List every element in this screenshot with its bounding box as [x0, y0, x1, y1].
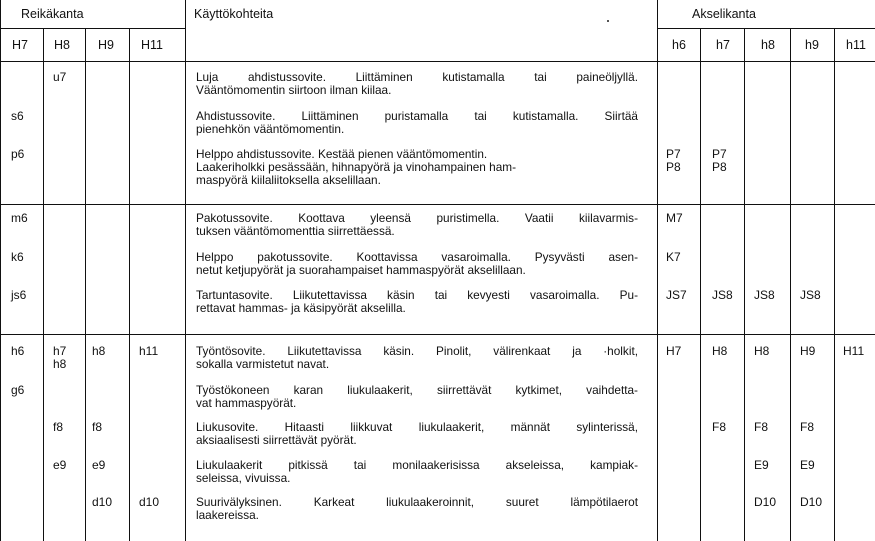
tolerance-code: P8 [712, 160, 727, 174]
tolerance-code: h8 [53, 357, 67, 371]
application-description [196, 110, 638, 136]
shaft-tolerance-cell [666, 289, 687, 302]
col-header-h7: h7 [716, 38, 730, 52]
description-line: pienehkön vääntömomentin. [196, 122, 345, 137]
tolerance-code: E9 [800, 458, 815, 472]
tolerance-code: H8 [754, 344, 770, 358]
description-line: Tartuntasovite. Liikutettavissa käsin tai kevyesti vasaroimalla. Pu- [196, 288, 638, 302]
description-line: aksiaalisesti siirrettävät pyörät. [196, 433, 357, 448]
tolerance-code: F8 [712, 420, 727, 434]
tolerance-code: d10 [139, 495, 160, 509]
tolerance-code: h8 [92, 344, 106, 358]
hole-tolerance-cell [139, 496, 159, 509]
tolerance-code: H7 [666, 344, 682, 358]
shaft-tolerance-cell [800, 496, 822, 509]
tolerance-code: D10 [800, 495, 823, 509]
shaft-tolerance-cell [754, 289, 775, 302]
divider [185, 0, 186, 541]
hole-tolerance-cell [53, 459, 66, 472]
tolerance-code: H8 [712, 344, 728, 358]
tolerance-code: e9 [92, 458, 106, 472]
applications-heading: Käyttökohteita [194, 7, 274, 21]
description-line: netut ketjupyörät ja suorahampaiset hammaspyörät akselillaan. [196, 263, 526, 278]
divider [0, 61, 875, 62]
description-line: Laakeriholkki pesässään, hihnapyörä ja vinohampainen ham- [196, 160, 517, 175]
hole-tolerance-cell [11, 212, 28, 225]
description-line: maspyörä kiilaliitoksella akselillaan. [196, 173, 381, 188]
hole-tolerance-cell [53, 71, 66, 84]
divider [700, 28, 701, 541]
divider [85, 28, 86, 541]
hole-tolerance-cell [11, 289, 26, 302]
shaft-tolerance-cell [666, 345, 681, 358]
tolerance-code: JS7 [666, 288, 687, 302]
col-header-H11: H11 [141, 38, 164, 52]
description-line: laakereissa. [196, 508, 259, 523]
tolerance-code: H11 [843, 344, 865, 358]
shaft-tolerance-cell [800, 459, 815, 472]
tolerance-code: f8 [92, 420, 103, 434]
shaft-tolerance-cell [843, 345, 864, 358]
application-description [196, 384, 638, 410]
shaft-basis-heading: Akselikanta [692, 7, 756, 21]
tolerance-code: h7 [53, 344, 67, 358]
tolerance-code: E9 [754, 458, 769, 472]
hole-tolerance-cell [53, 345, 66, 371]
hole-tolerance-cell [92, 459, 105, 472]
col-header-H8: H8 [54, 38, 70, 52]
col-header-H9: H9 [98, 38, 114, 52]
tolerance-code: M7 [666, 211, 683, 225]
description-line: Helppo pakotussovite. Koottavissa vasaroimalla. Pysyvästi asen- [196, 250, 638, 264]
tolerance-code: F8 [800, 420, 815, 434]
divider [43, 28, 44, 541]
tolerance-code: e9 [53, 458, 67, 472]
description-line: tuksen vääntömomenttia siirrettäessä. [196, 224, 395, 239]
tolerance-code: H9 [800, 344, 816, 358]
shaft-tolerance-cell [712, 289, 733, 302]
description-line: seleissa, vivuissa. [196, 471, 291, 486]
description-line: Luja ahdistussovite. Liittäminen kutistamalla tai paineöljyllä. [196, 70, 638, 84]
col-header-h6: h6 [672, 38, 686, 52]
hole-tolerance-cell [139, 345, 158, 358]
tolerance-code: g6 [11, 383, 25, 397]
application-description [196, 459, 638, 485]
hole-tolerance-cell [11, 148, 24, 161]
shaft-tolerance-cell [800, 345, 815, 358]
application-description [196, 71, 638, 97]
hole-tolerance-cell [92, 496, 112, 509]
tolerance-code: JS8 [754, 288, 775, 302]
description-line: rettavat hammas- ja käsipyörät akselilla. [196, 301, 406, 316]
scan-speck [607, 20, 609, 22]
divider [657, 28, 875, 29]
shaft-tolerance-cell [800, 289, 821, 302]
hole-tolerance-cell [92, 345, 105, 358]
tolerance-code: JS8 [712, 288, 733, 302]
tolerance-code: p6 [11, 147, 25, 161]
tolerance-code: s6 [11, 109, 24, 123]
shaft-tolerance-cell [666, 148, 681, 174]
description-line: Liukulaakerit pitkissä tai monilaakerisissa akseleissa, kampiak- [196, 458, 638, 472]
tolerance-code: D10 [754, 495, 777, 509]
description-line: Työntösovite. Liikutettavissa käsin. Pinolit, välirenkaat ja ·holkit, [196, 344, 638, 358]
hole-tolerance-cell [11, 251, 24, 264]
shaft-tolerance-cell [712, 421, 726, 434]
divider [129, 28, 130, 541]
divider [790, 28, 791, 541]
application-description [196, 148, 638, 188]
description-line: Ahdistussovite. Liittäminen puristamalla tai kutistamalla. Siirtää [196, 109, 638, 123]
description-line: Pakotussovite. Koottava yleensä puristimella. Vaatii kiilavarmis- [196, 211, 638, 225]
tolerance-code: P7 [712, 147, 727, 161]
tolerance-code: F8 [754, 420, 769, 434]
divider [0, 204, 875, 205]
divider [834, 28, 835, 541]
description-line: vat hammaspyörät. [196, 396, 297, 411]
description-line: Vääntömomentin siirtoon ilman kiilaa. [196, 83, 392, 98]
divider [0, 28, 185, 29]
shaft-tolerance-cell [754, 345, 769, 358]
tolerance-code: d10 [92, 495, 113, 509]
application-description [196, 251, 638, 277]
description-line: Suurivälyksinen. Karkeat liukulaakeroinnit, suuret lämpötilaerot [196, 495, 638, 509]
tolerance-code: P7 [666, 147, 681, 161]
description-line: Helppo ahdistussovite. Kestää pienen vääntömomentin. [196, 147, 488, 161]
shaft-tolerance-cell [754, 421, 768, 434]
hole-tolerance-cell [53, 421, 63, 434]
divider [0, 0, 1, 541]
application-description [196, 345, 638, 371]
application-description [196, 289, 638, 315]
tolerance-code: k6 [11, 250, 24, 264]
description-line: Työstökoneen karan liukulaakerit, siirrettävät kytkimet, vaihdetta- [196, 383, 638, 397]
shaft-tolerance-cell [800, 421, 814, 434]
divider [657, 0, 658, 541]
shaft-tolerance-cell [666, 212, 683, 225]
description-line: sokalla varmistetut navat. [196, 357, 330, 372]
hole-tolerance-cell [11, 345, 24, 358]
application-description [196, 421, 638, 447]
tolerance-code: h11 [139, 344, 159, 358]
tolerance-code: P8 [666, 160, 681, 174]
hole-tolerance-cell [11, 384, 24, 397]
hole-basis-heading: Reikäkanta [21, 7, 84, 21]
col-header-H7: H7 [12, 38, 28, 52]
divider [0, 334, 875, 335]
hole-tolerance-cell [11, 110, 24, 123]
tolerance-code: js6 [11, 288, 27, 302]
col-header-h9: h9 [805, 38, 819, 52]
shaft-tolerance-cell [666, 251, 681, 264]
shaft-tolerance-cell [754, 459, 769, 472]
tolerance-code: m6 [11, 211, 28, 225]
hole-tolerance-cell [92, 421, 102, 434]
shaft-tolerance-cell [712, 148, 727, 174]
tolerance-code: f8 [53, 420, 64, 434]
tolerance-code: h6 [11, 344, 25, 358]
col-header-h11: h11 [846, 38, 866, 52]
application-description [196, 496, 638, 522]
tolerance-code: K7 [666, 250, 681, 264]
shaft-tolerance-cell [754, 496, 776, 509]
application-description [196, 212, 638, 238]
description-line: Liukusovite. Hitaasti liikkuvat liukulaakerit, männät sylinterissä, [196, 420, 638, 434]
shaft-tolerance-cell [712, 345, 727, 358]
tolerance-code: JS8 [800, 288, 821, 302]
tolerance-code: u7 [53, 70, 67, 84]
col-header-h8: h8 [761, 38, 775, 52]
divider [744, 28, 745, 541]
